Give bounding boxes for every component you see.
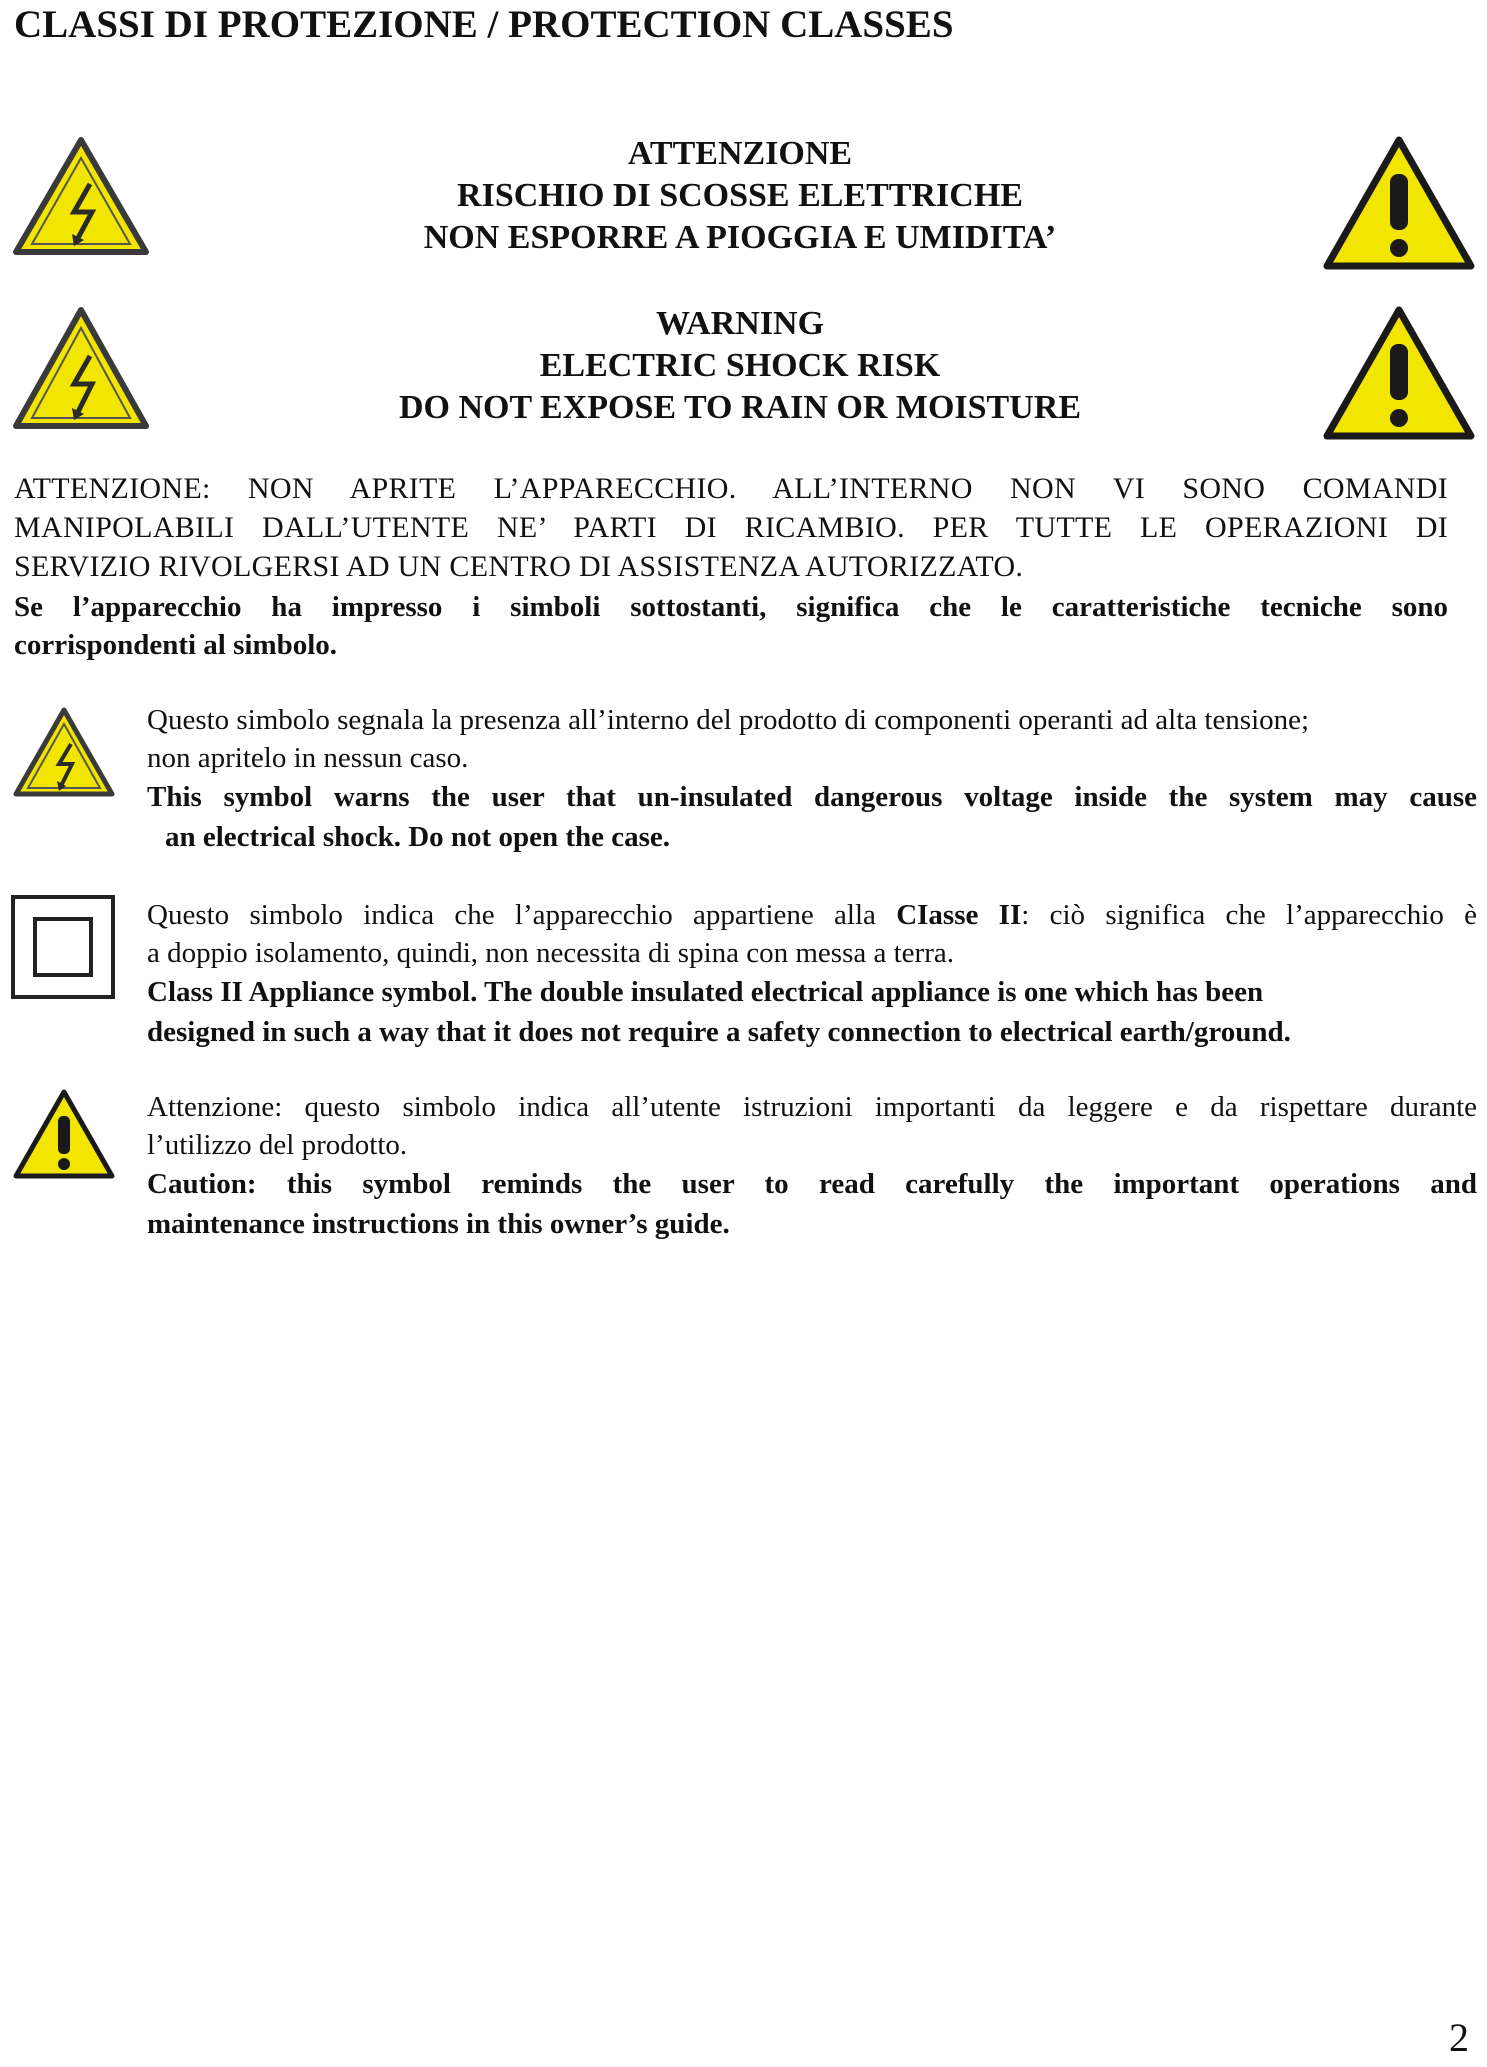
symbols-intro-line1: Se l’apparecchio ha impresso i simboli sottostanti, significa che le caratteristiche tecniche sono [14,591,1448,623]
notice-line1: ATTENZIONE: NON APRITE L’APPARECCHIO. ALL’INTERNO NON VI SONO COMANDI [14,472,1448,505]
symbol3-en-line1: Caution: this symbol reminds the user to read carefully the important operations and [147,1168,1477,1200]
symbol1-it-line1: Questo simbolo segnala la presenza all’interno del prodotto di componenti operanti ad alta tensione; [147,704,1310,736]
service-notice [14,469,1448,586]
warning-it-line1: ATTENZIONE [627,135,853,172]
caution-exclamation-icon [1323,306,1475,440]
symbols-intro-line2: corrispondenti al simbolo. [14,629,338,661]
caution-exclamation-icon [12,1088,116,1180]
notice-line3: SERVIZIO RIVOLGERSI AD UN CENTRO DI ASSISTENZA AUTORIZZATO. [14,550,1024,583]
warning-en-line2: ELECTRIC SHOCK RISK [539,347,941,384]
symbol-description-caution [147,1088,1477,1244]
high-voltage-icon [12,306,150,430]
symbol2-en-line2: designed in such a way that it does not require a safety connection to electrical earth/ground. [147,1016,1291,1048]
class-ii-icon [10,894,116,1000]
symbol1-en-line1: This symbol warns the user that un-insulated dangerous voltage inside the system may cause [147,781,1477,813]
symbol1-en-line2: an electrical shock. Do not open the case. [165,821,671,853]
warning-block-it [180,133,1300,259]
symbol2-it-line1 [147,896,1477,934]
symbol-description-class-ii [147,896,1477,1052]
warning-en-line1: WARNING [655,305,825,342]
symbol2-en-line1: Class II Appliance symbol. The double insulated electrical appliance is one which has been [147,976,1264,1008]
symbols-intro [14,588,1448,664]
symbol2-class-label: CIasse II [896,899,1022,931]
symbol3-en-line2: maintenance instructions in this owner’s guide. [147,1208,730,1240]
warning-it-line3: NON ESPORRE A PIOGGIA E UMIDITA’ [423,219,1057,256]
symbol3-it-line1: Attenzione: questo simbolo indica all’utente istruzioni importanti da leggere e da rispettare durante [147,1091,1477,1123]
symbol2-it-line1-pre: Questo simbolo indica che l’apparecchio appartiene alla [147,899,897,931]
symbol2-it-line2: a doppio isolamento, quindi, non necessita di spina con messa a terra. [147,937,954,969]
symbol3-it-line2: l’utilizzo del prodotto. [147,1129,408,1161]
symbol1-it-line2: non apritelo in nessun caso. [147,742,469,774]
warning-block-en [180,303,1300,429]
page-number: 2 [1449,2015,1469,2060]
symbol-description-high-voltage [147,701,1477,857]
high-voltage-icon [12,706,116,798]
high-voltage-icon [12,136,150,256]
warning-it-line2: RISCHIO DI SCOSSE ELETTRICHE [457,177,1023,214]
warning-en-line3: DO NOT EXPOSE TO RAIN OR MOISTURE [398,389,1082,426]
symbol2-it-line1-post: : ciò significa che l’apparecchio è [1021,899,1477,931]
notice-line2: MANIPOLABILI DALL’UTENTE NE’ PARTI DI RICAMBIO. PER TUTTE LE OPERAZIONI DI [14,511,1448,544]
caution-exclamation-icon [1323,136,1475,270]
page-title: CLASSI DI PROTEZIONE / PROTECTION CLASSES [14,3,954,46]
